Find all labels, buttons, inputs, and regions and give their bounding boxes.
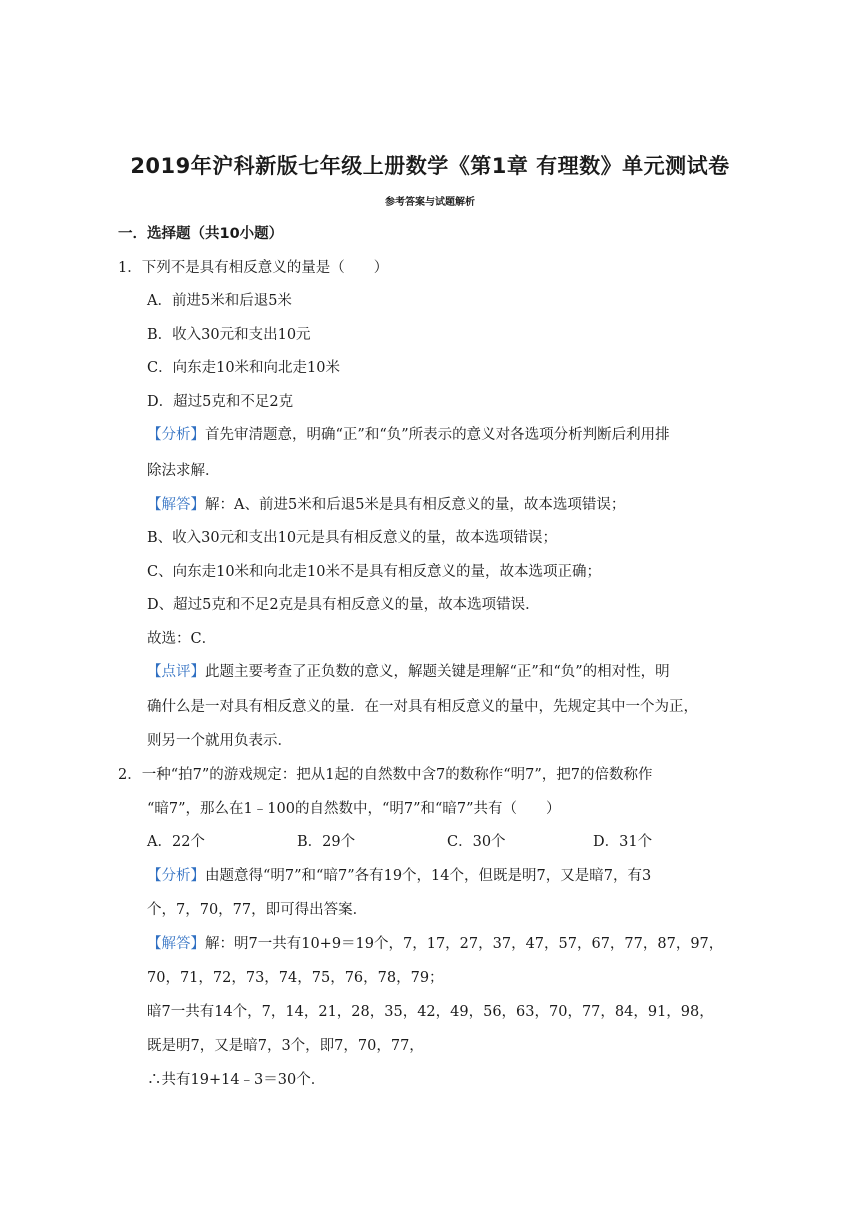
q1-answer-text-2: B、收入30元和支出10元是具有相反意义的量，故本选项错误； bbox=[147, 530, 558, 546]
q1-comment-text-2: 确什么是一对具有相反意义的量．在一对具有相反意义的量中，先规定其中一个为正， bbox=[147, 699, 698, 715]
q1-answer-text-4: D、超过5克和不足2克是具有相反意义的量，故本选项错误． bbox=[147, 597, 540, 613]
q2-answer-text-1: 解：明7一共有10+9＝19个，7，17，27，37，47，57，67，77，87，97， bbox=[205, 936, 724, 952]
q1-analysis-tag: 【分析】 bbox=[147, 427, 205, 443]
q1-option-b: B．收入30元和支出10元 bbox=[147, 327, 311, 343]
q2-answer-text-2: 70，71，72，73，74，75，76，78，79； bbox=[147, 970, 444, 986]
q2-analysis-text-2: 个，7，70，77，即可得出答案． bbox=[147, 902, 368, 918]
q2-option-c: C．30个 bbox=[447, 834, 506, 850]
q2-answer-text-5: ∴共有19+14﹣3＝30个． bbox=[147, 1072, 326, 1088]
q1-comment-text-3: 则另一个就用负表示． bbox=[147, 733, 292, 749]
q1-comment-text-1: 此题主要考查了正负数的意义，解题关键是理解“正”和“负”的相对性，明 bbox=[205, 664, 670, 680]
q1-analysis-text-1: 首先审清题意，明确“正”和“负”所表示的意义对各选项分析判断后利用排 bbox=[205, 427, 670, 443]
q1-analysis-text-2: 除法求解． bbox=[147, 463, 220, 479]
q2-stem-1: 2．一种“拍7”的游戏规定：把从1起的自然数中含7的数称作“明7”，把7的倍数称作 bbox=[118, 767, 653, 783]
q1-answer bbox=[147, 495, 625, 515]
q1-comment-tag: 【点评】 bbox=[147, 664, 205, 680]
q1-option-a: A．前进5米和后退5米 bbox=[147, 293, 292, 309]
q2-option-d: D．31个 bbox=[593, 834, 653, 850]
q1-option-c: C．向东走10米和向北走10米 bbox=[147, 360, 340, 376]
q2-answer-text-4: 既是明7，又是暗7，3个，即7，70，77， bbox=[147, 1038, 424, 1054]
q1-option-d: D．超过5克和不足2克 bbox=[147, 394, 294, 410]
q1-answer-text-1: 解：A、前进5米和后退5米是具有相反意义的量，故本选项错误； bbox=[205, 497, 626, 513]
q1-answer-text-5: 故选：C． bbox=[147, 631, 217, 647]
q2-analysis-text-1: 由题意得“明7”和“暗7”各有19个，14个，但既是明7，又是暗7，有3 bbox=[205, 868, 652, 884]
section-heading: 一．选择题（共10小题） bbox=[118, 226, 284, 242]
q2-analysis bbox=[147, 866, 651, 886]
q2-option-b: B．29个 bbox=[297, 834, 356, 850]
q2-answer-tag: 【解答】 bbox=[147, 936, 205, 952]
q1-answer-tag: 【解答】 bbox=[147, 497, 205, 513]
q1-answer-text-3: C、向东走10米和向北走10米不是具有相反意义的量，故本选项正确； bbox=[147, 564, 601, 580]
q2-option-a: A．22个 bbox=[147, 834, 205, 850]
document-title: 2019年沪科新版七年级上册数学《第1章 有理数》单元测试卷 bbox=[130, 154, 730, 178]
q1-stem: 1．下列不是具有相反意义的量是（ ） bbox=[118, 260, 389, 276]
q2-stem-2: “暗7”，那么在1﹣100的自然数中，“明7”和“暗7”共有（ ） bbox=[147, 801, 561, 817]
q1-analysis bbox=[147, 425, 670, 445]
q2-analysis-tag: 【分析】 bbox=[147, 868, 205, 884]
q2-answer bbox=[147, 934, 723, 954]
document-subtitle: 参考答案与试题解析 bbox=[385, 197, 475, 208]
q2-answer-text-3: 暗7一共有14个，7，14，21，28，35，42，49，56，63，70，77，84，91，98， bbox=[147, 1004, 714, 1020]
q1-comment bbox=[147, 662, 670, 682]
